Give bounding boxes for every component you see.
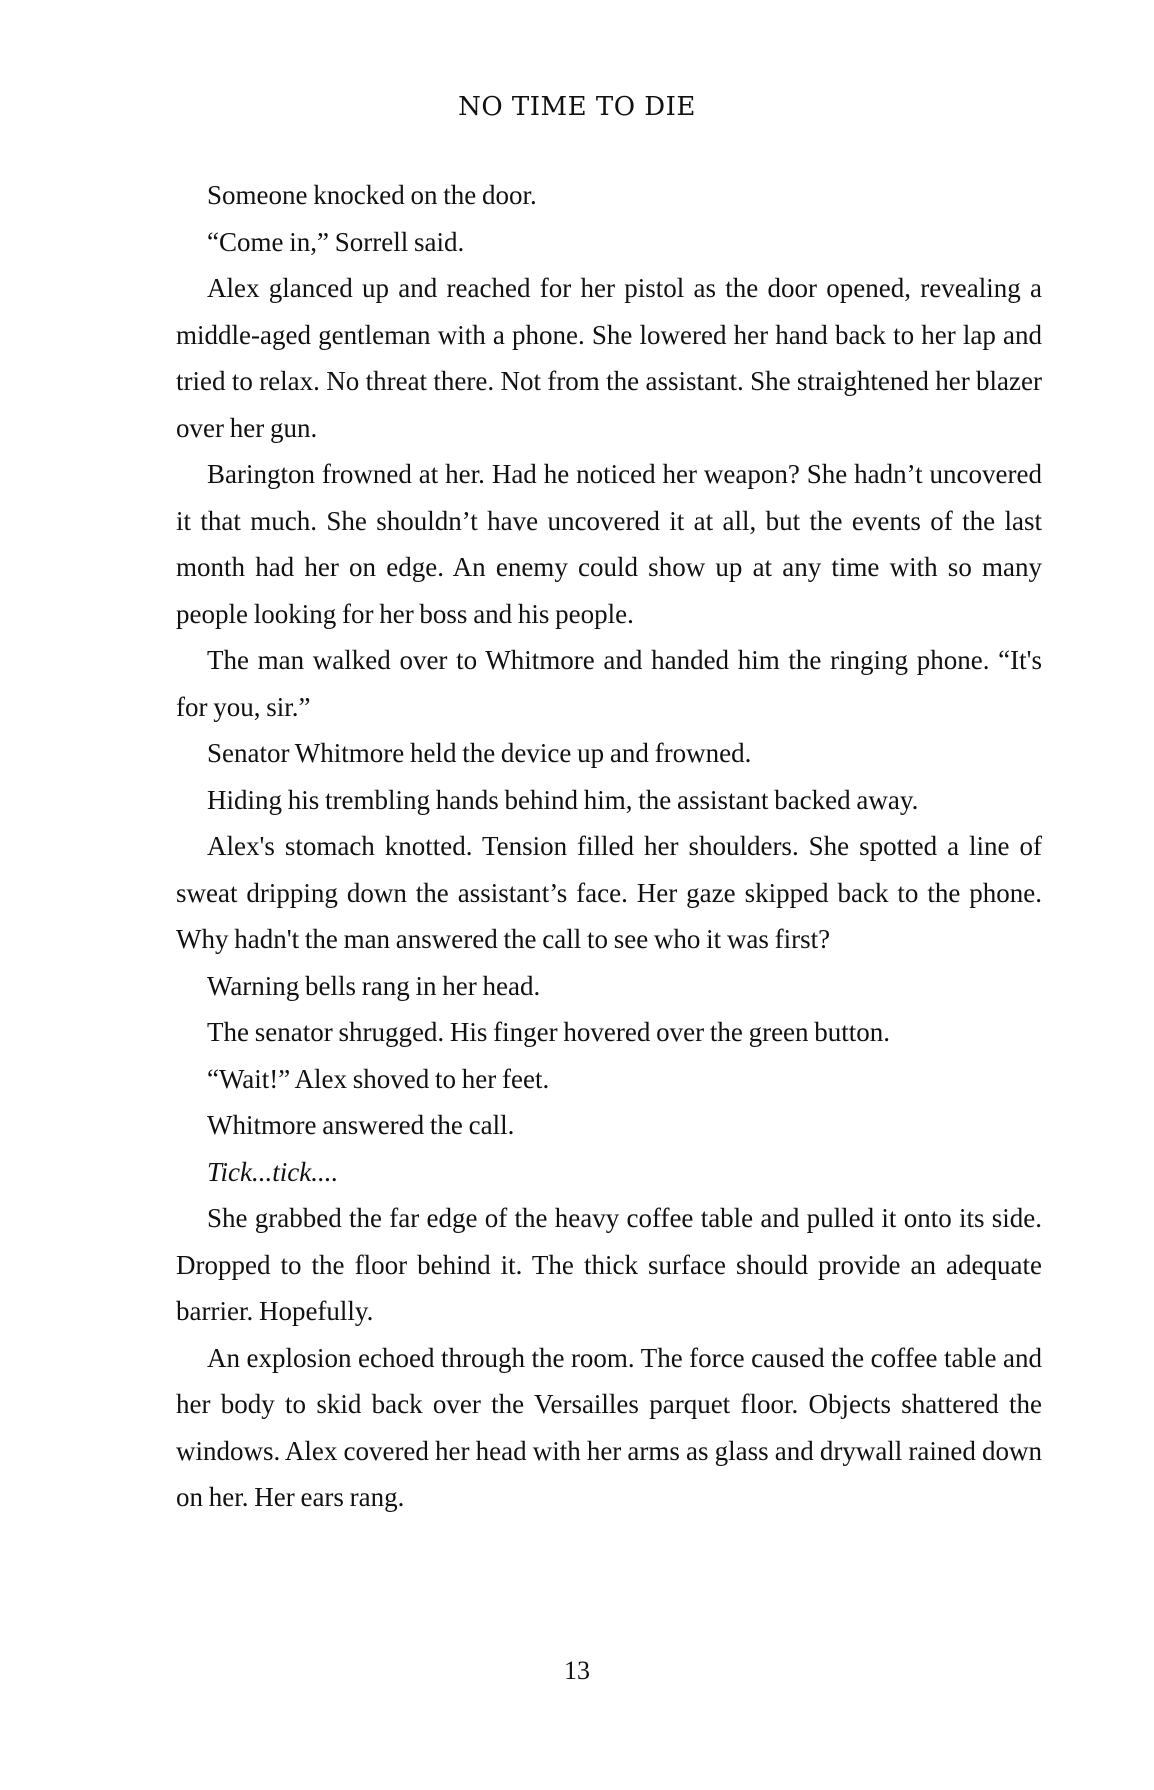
paragraph: She grabbed the far edge of the heavy coffee table and pulled it onto its side. Dropped to the floor behind it. The thick surface should provide an adequate barrier. Hopefully. [176, 1203, 1042, 1326]
paragraph: The man walked over to Whitmore and handed him the ringing phone. “It's for you, sir.” [176, 645, 1042, 722]
paragraph: Hiding his trembling hands behind him, the assistant backed away. [207, 784, 919, 815]
paragraph-italic: Tick...tick.... [207, 1156, 339, 1187]
page-number: 13 [564, 1656, 590, 1685]
paragraph: Alex glanced up and reached for her pistol as the door opened, revealing a middle-aged gentleman with a phone. She lowered her hand back to her lap and tried to relax. No threat there. Not from the assistant. She straightened her blazer over her gun. [176, 273, 1042, 443]
paragraph: Alex's stomach knotted. Tension filled her shoulders. She spotted a line of sweat dripping down the assistant’s face. Her gaze skipped back to the phone. Why hadn't the man answered the call to see who it was first? [176, 831, 1042, 954]
running-head: NO TIME TO DIE [458, 92, 696, 122]
paragraph: “Come in,” Sorrell said. [207, 226, 465, 257]
paragraph: Warning bells rang in her head. [207, 970, 541, 1001]
paragraph: Senator Whitmore held the device up and frowned. [207, 738, 752, 768]
paragraph: Barington frowned at her. Had he noticed her weapon? She hadn’t uncovered it that much. She shouldn’t have uncovered it at all, but the events of the last month had her on edge. An enemy could show up at any time with so many people looking for her boss and his people. [176, 459, 1042, 629]
paragraph: Whitmore answered the call. [207, 1110, 515, 1140]
paragraph: Someone knocked on the door. [207, 180, 537, 210]
paragraph: The senator shrugged. His finger hovered over the green button. [207, 1017, 891, 1047]
paragraph: An explosion echoed through the room. The force caused the coffee table and her body to skid back over the Versailles parquet floor. Objects shattered the windows. Alex covered her head with her arms as glass and drywall rained down on her. Her ears rang. [176, 1342, 1042, 1512]
body-text [176, 172, 1042, 1521]
paragraph: “Wait!” Alex shoved to her feet. [207, 1063, 550, 1094]
